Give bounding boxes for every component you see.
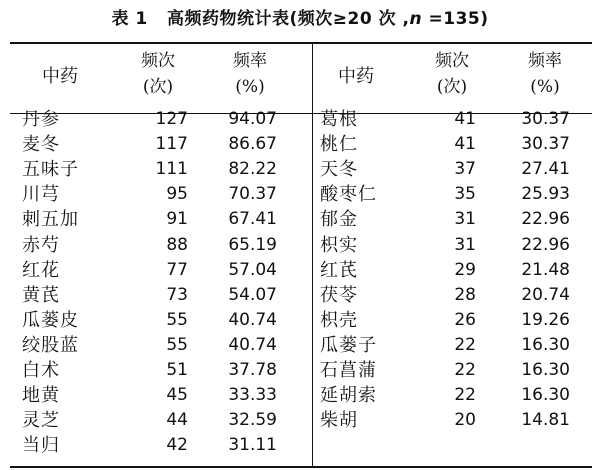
herb-frequency: 41 — [454, 109, 476, 129]
herb-rate: 65.19 — [228, 235, 277, 255]
herb-rate: 16.30 — [521, 385, 570, 405]
herb-rate: 16.30 — [521, 360, 570, 380]
herb-rate: 27.41 — [521, 159, 570, 179]
header-frequency-label: 频次 — [141, 51, 175, 71]
herb-frequency: 45 — [166, 385, 188, 405]
herb-name: 枳壳 — [320, 310, 358, 331]
herb-frequency: 28 — [454, 285, 476, 305]
herb-rate: 30.37 — [521, 109, 570, 129]
herb-name: 郁金 — [320, 209, 358, 230]
herb-frequency: 77 — [166, 260, 188, 280]
herb-frequency: 55 — [166, 310, 188, 330]
herb-name: 赤芍 — [22, 235, 60, 256]
herb-rate: 57.04 — [228, 260, 277, 280]
herb-name: 绞股蓝 — [22, 335, 79, 356]
herb-frequency: 22 — [454, 335, 476, 355]
herb-frequency: 44 — [166, 410, 188, 430]
herb-frequency: 26 — [454, 310, 476, 330]
herb-rate: 21.48 — [521, 260, 570, 280]
herb-frequency: 22 — [454, 360, 476, 380]
header-rate-right — [505, 48, 585, 100]
herb-name: 茯苓 — [320, 285, 358, 306]
herb-name: 灵芝 — [22, 410, 60, 431]
herb-name: 刺五加 — [22, 209, 79, 230]
herb-rate: 22.96 — [521, 209, 570, 229]
herb-rate: 67.41 — [228, 209, 277, 229]
herb-name: 桃仁 — [320, 134, 358, 155]
herb-name: 瓜蒌子 — [320, 335, 377, 356]
header-rate-label: 频率 — [528, 51, 562, 71]
header-rate-label: 频率 — [233, 51, 267, 71]
herb-rate: 19.26 — [521, 310, 570, 330]
herb-rate: 33.33 — [228, 385, 277, 405]
herb-name: 枳实 — [320, 235, 358, 256]
herb-frequency: 117 — [155, 134, 188, 154]
herb-frequency: 51 — [166, 360, 188, 380]
herb-name: 当归 — [22, 435, 60, 456]
herb-frequency: 20 — [454, 410, 476, 430]
herb-frequency: 127 — [155, 109, 188, 129]
herb-name: 天冬 — [320, 159, 358, 180]
header-frequency-label: 频次 — [435, 51, 469, 71]
herb-name: 石菖蒲 — [320, 360, 377, 381]
herb-rate: 30.37 — [521, 134, 570, 154]
herb-name: 黄芪 — [22, 285, 60, 306]
header-herb-right: 中药 — [338, 66, 374, 87]
herb-frequency: 37 — [454, 159, 476, 179]
herb-frequency: 73 — [166, 285, 188, 305]
herb-frequency: 88 — [166, 235, 188, 255]
herb-name: 白术 — [22, 360, 60, 381]
herb-rate: 54.07 — [228, 285, 277, 305]
herb-rate: 40.74 — [228, 310, 277, 330]
header-rate-unit: (%) — [235, 77, 265, 97]
herb-rate: 94.07 — [228, 109, 277, 129]
caption-text: 高频药物统计表(频次≥20 次 , — [167, 9, 410, 29]
herb-rate: 20.74 — [521, 285, 570, 305]
herb-frequency: 31 — [454, 235, 476, 255]
herb-rate: 70.37 — [228, 184, 277, 204]
herb-rate: 25.93 — [521, 184, 570, 204]
herb-name: 红芪 — [320, 260, 358, 281]
herb-name: 麦冬 — [22, 134, 60, 155]
column-divider — [312, 44, 313, 466]
herb-frequency: 55 — [166, 335, 188, 355]
herb-frequency: 29 — [454, 260, 476, 280]
herb-frequency: 91 — [166, 209, 188, 229]
header-herb-left: 中药 — [42, 66, 78, 87]
herb-name: 葛根 — [320, 109, 358, 130]
table-caption — [0, 4, 600, 34]
herb-rate: 31.11 — [228, 435, 277, 455]
header-rate-unit: (%) — [530, 77, 560, 97]
header-frequency-unit: (次) — [142, 77, 174, 97]
header-rate-left — [210, 48, 290, 100]
header-frequency-unit: (次) — [436, 77, 468, 97]
herb-rate: 37.78 — [228, 360, 277, 380]
caption-n-symbol: n — [409, 9, 423, 29]
herb-name: 五味子 — [22, 159, 79, 180]
herb-name: 酸枣仁 — [320, 184, 377, 205]
herb-rate: 40.74 — [228, 335, 277, 355]
herb-rate: 86.67 — [228, 134, 277, 154]
herb-frequency: 42 — [166, 435, 188, 455]
caption-n-value: =135) — [422, 9, 489, 29]
herb-frequency: 31 — [454, 209, 476, 229]
herb-name: 地黄 — [22, 385, 60, 406]
herb-rate: 32.59 — [228, 410, 277, 430]
herb-name: 丹参 — [22, 109, 60, 130]
herb-frequency: 41 — [454, 134, 476, 154]
herb-rate: 16.30 — [521, 335, 570, 355]
herb-name: 瓜蒌皮 — [22, 310, 79, 331]
herb-frequency: 22 — [454, 385, 476, 405]
bottom-rule — [10, 466, 592, 468]
herb-frequency: 111 — [155, 159, 188, 179]
caption-label: 表 1 — [111, 9, 148, 29]
herb-frequency: 95 — [166, 184, 188, 204]
herb-rate: 22.96 — [521, 235, 570, 255]
herb-name: 延胡索 — [320, 385, 377, 406]
herb-name: 红花 — [22, 260, 60, 281]
top-rule — [10, 42, 592, 44]
herb-name: 川芎 — [22, 184, 60, 205]
header-frequency-right — [412, 48, 492, 100]
herb-frequency: 35 — [454, 184, 476, 204]
herb-rate: 82.22 — [228, 159, 277, 179]
herb-name: 柴胡 — [320, 410, 358, 431]
header-frequency-left — [118, 48, 198, 100]
herb-rate: 14.81 — [521, 410, 570, 430]
